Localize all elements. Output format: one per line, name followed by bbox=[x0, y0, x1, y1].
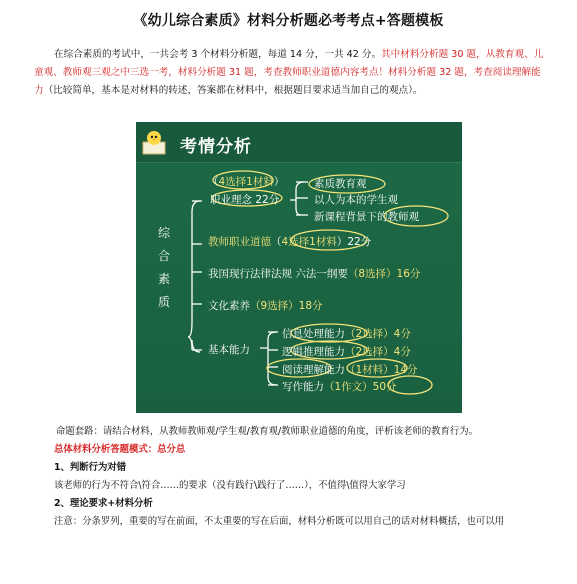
falv-label: 我国现行法律法规 六法一纲要 bbox=[208, 268, 348, 280]
nengli-paren-1: （2选择）4分 bbox=[345, 328, 411, 340]
zhiye-paren bbox=[208, 174, 284, 189]
answer-mode: 总体材料分析答题模式：总分总 bbox=[54, 444, 186, 455]
daode-paren-post: ）22分 bbox=[336, 236, 372, 248]
zhiye-label: 职业理念 22分 bbox=[210, 194, 280, 206]
zhiye-selection: 4选择1材料 bbox=[218, 176, 274, 188]
sub-item-3: 新课程背景下的教师观 bbox=[314, 211, 419, 223]
intro-part2: 其中材料分析题 30 题，从教育观、儿童观、教师观三观之中三选一考，材料分析题 31 题，考查教师职业道德内容考点！材料分析题 32 题，考查阅读理解能力 bbox=[34, 49, 544, 96]
zhiye-paren-post: ） bbox=[273, 176, 285, 188]
nengli-paren-4: （1作文）50分 bbox=[324, 381, 397, 393]
daode-selection: 4选择1材料 bbox=[281, 236, 337, 248]
zhiye-paren-pre: （ bbox=[208, 176, 219, 188]
nengli-item-1 bbox=[282, 326, 411, 341]
wenhua-paren: （9选择）18分 bbox=[250, 300, 323, 312]
step1-text: 该老师的行为不符合\符合……的要求（没有践行\践行了……），不值得\值得大家学习 bbox=[54, 480, 406, 491]
nengli-name-2: 逻辑推理能力 bbox=[282, 346, 345, 358]
daode-label: 教师职业道德 bbox=[208, 236, 271, 248]
falv-row bbox=[208, 266, 420, 281]
step2-text: 注意：分条罗列，重要的写在前面，不太重要的写在后面，材料分析既可以用自己的话对材料概括，也可以用 bbox=[54, 516, 505, 527]
nengli-name-1: 信息处理能力 bbox=[282, 328, 345, 340]
nengli-item-3 bbox=[282, 362, 418, 377]
nengli-name-3: 阅读理解能力 bbox=[282, 364, 345, 376]
exam-analysis-slide bbox=[136, 122, 462, 413]
step2-title: 2、理论要求+材料分析 bbox=[54, 498, 153, 509]
intro-part3: （比较简单，基本是对材料的转述，答案都在材料中，根据题目要求适当加自己的观点）。 bbox=[43, 85, 423, 96]
slide-title: 考情分析 bbox=[180, 137, 252, 157]
sub-item-1: 素质教育观 bbox=[314, 178, 367, 190]
wenhua-row bbox=[208, 298, 323, 313]
nengli-label: 基本能力 bbox=[208, 344, 250, 356]
daode-row bbox=[208, 234, 371, 249]
daode-paren-pre: （ bbox=[271, 236, 282, 248]
wenhua-label: 文化素养 bbox=[208, 300, 250, 312]
nengli-paren-2: （2选择）4分 bbox=[345, 346, 411, 358]
root-label: 综合素质 bbox=[157, 226, 170, 309]
nengli-item-2 bbox=[282, 344, 411, 359]
step1-title: 1、判断行为对错 bbox=[54, 462, 127, 473]
nengli-paren-3: （1材料）14分 bbox=[345, 364, 418, 376]
mingti-text: 命题套路：请结合材料，从教师教师观/学生观/教育观/教师职业道德的角度，评析该老师的教育行为。 bbox=[56, 426, 478, 437]
falv-paren: （8选择）16分 bbox=[347, 268, 421, 280]
page-title: 《幼儿综合素质》材料分析题必考考点+答题模板 bbox=[133, 13, 444, 29]
intro-part1: 在综合素质的考试中，一共会考 3 个材料分析题，每道 14 分，一共 42 分。 bbox=[54, 49, 382, 60]
nengli-item-4 bbox=[282, 379, 397, 394]
nengli-name-4: 写作能力 bbox=[282, 381, 324, 393]
intro-paragraph bbox=[34, 46, 546, 100]
sub-item-2: 以人为本的学生观 bbox=[314, 194, 398, 206]
